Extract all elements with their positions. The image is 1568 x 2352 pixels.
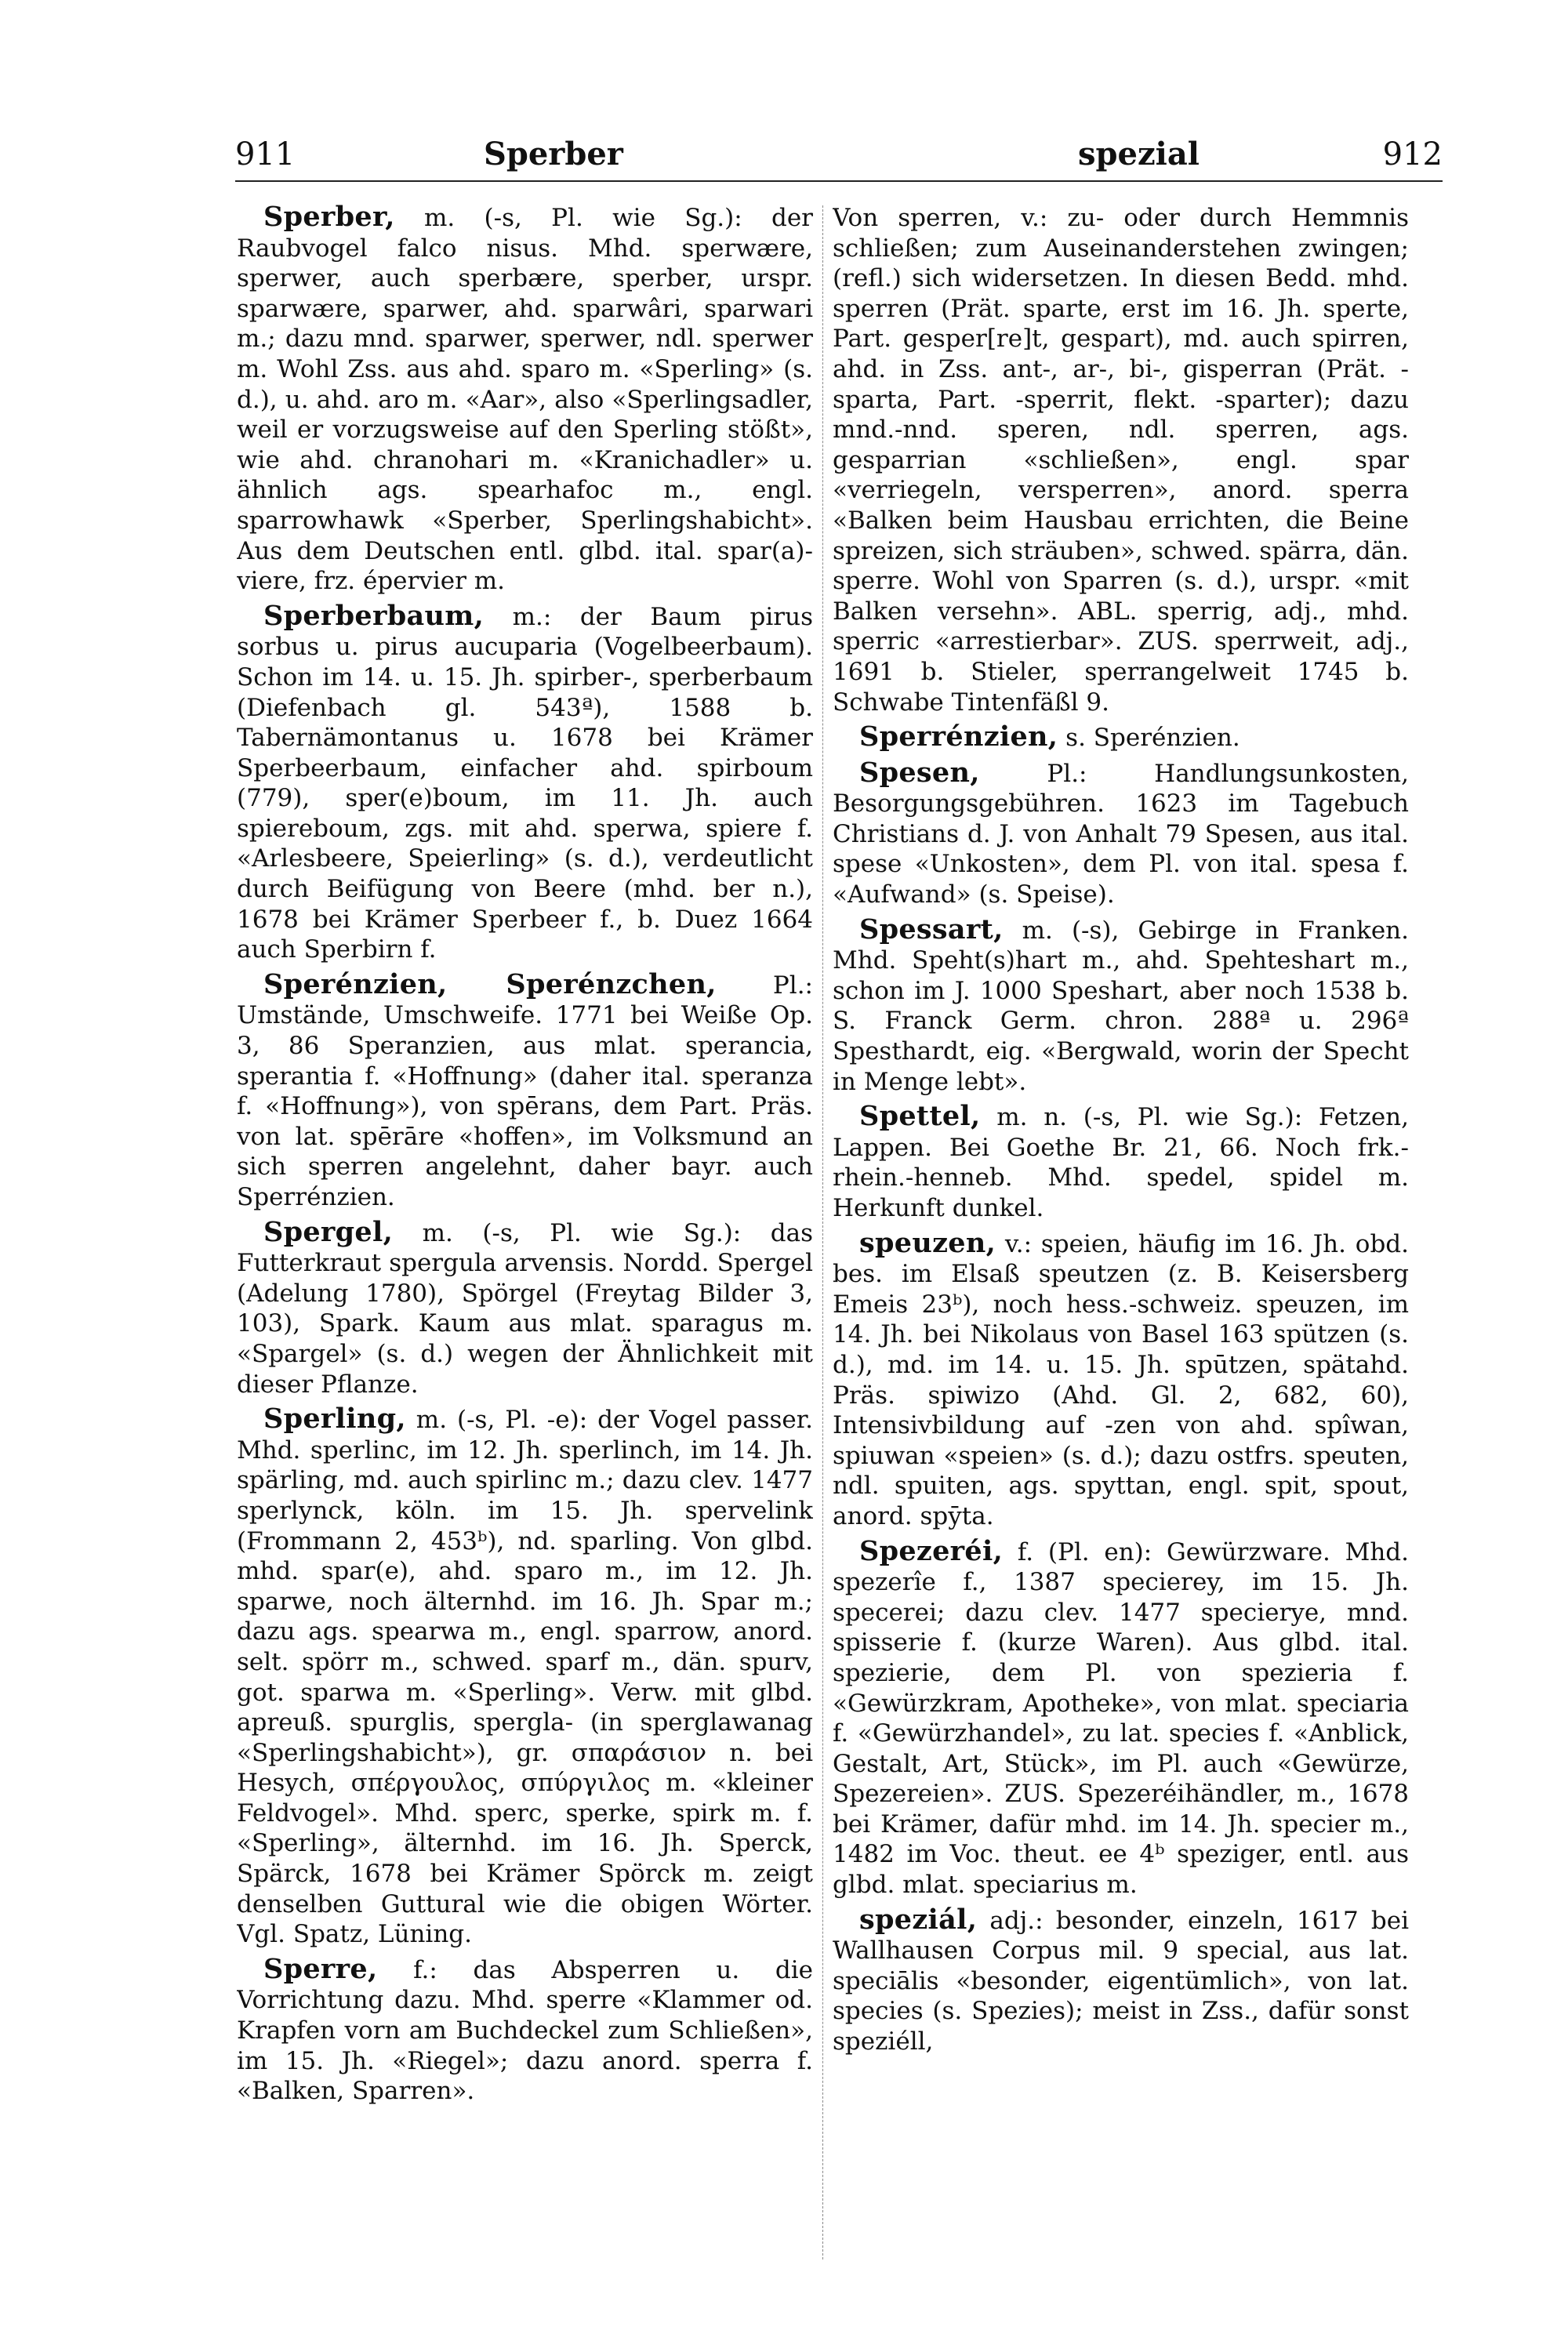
entry-text: m. (-s, Pl. wie Sg.): das Futterkraut spergula arvensis. Nordd. Spergel (Adelung 1780), Spörgel (Freytag Bilder 3, 103), Spark. Kaum aus mlat. sparagus m. «Spargel» (s. d.) wegen der Ähnlichkeit mit dieser Pflanze. [237, 1218, 813, 1399]
entry-lemma: Sperberbaum, [263, 599, 485, 632]
entry-text: Pl.: Umstände, Umschweife. 1771 bei Weiße Op. 3, 86 Speranzien, aus mlat. sperancia, sperantia f. «Hoffnung» (daher ital. speranza f. «Hoffnung»), von spērans, dem Part. Präs. von lat. spērāre «hoffen», im Volksmund an sich sperren angelehnt, daher bayr. auch Sperrénzien. [237, 971, 813, 1211]
entry-sperberbaum [237, 601, 813, 965]
header-rule [235, 180, 1443, 182]
entry-sperrenzien [833, 722, 1409, 753]
entry-spettel [833, 1102, 1409, 1223]
entry-text: m. (-s), Gebirge in Franken. Mhd. Speht(s)hart m., ahd. Spehteshart m., schon im J. 1000 Speshart, aber noch 1538 b. S. Franck Germ. chron. 288ª u. 296ª Spesthardt, eig. «Bergwald, worin der Specht in Menge lebt». [833, 916, 1409, 1096]
entry-sperenzien [237, 967, 813, 1213]
entry-text: f.: das Absperren u. die Vorrichtung dazu. Mhd. sperre «Klammer od. Krapfen vorn am Buchdeckel zum Schließen», im 15. Jh. «Riegel»; dazu anord. sperra f. «Balken, Sparren». [237, 1955, 813, 2106]
entry-text: m.: der Baum pirus sorbus u. pirus aucuparia (Vogelbeerbaum). Schon im 14. u. 15. Jh. spirber-, sperberbaum (Diefenbach gl. 543ª), 1588 b. Tabernämontanus u. 1678 bei Krämer Sperbeerbaum, einfacher ahd. spirboum (779), sper(e)boum, im 11. Jh. auch spiereboum, zgs. mit ahd. sperwa, spiere f. «Arlesbeere, Speierling» (s. d.), verdeutlicht durch Beifügung von Beere (mhd. ber n.), 1678 bei Krämer Sperbeer f., b. Duez 1664 auch Sperbirn f. [237, 602, 813, 964]
header-keyword-left: Sperber [484, 136, 623, 172]
header-keyword-right: spezial [1078, 136, 1200, 172]
column-divider [822, 205, 823, 2259]
entry-text: s. Sperénzien. [1065, 724, 1240, 753]
entry-spesen [833, 758, 1409, 910]
entry-lemma: Spessart, [859, 913, 1004, 946]
entry-text: m. (-s, Pl. wie Sg.): der Raubvogel falco nisus. Mhd. sperwære, sperwer, auch sperbære, sperber, urspr. sparwære, sparwer, ahd. sparwâri, sparwari m.; dazu mnd. sparwer, sperwer, ndl. sperwer m. Wohl Zss. aus ahd. sparo m. «Sperling» (s. d.), u. ahd. aro m. «Aar», also «Sperlingsadler, weil er vorzugsweise auf den Sperling stößt», wie ahd. chranohari m. «Kranichadler» u. ähnlich ags. spearhafoc m., engl. sparrowhawk «Sperber, Sperlingshabicht». Aus dem Deutschen entl. glbd. ital. spar(a)-viere, frz. épervier m. [237, 204, 813, 596]
entry-lemma: Sperling, [263, 1403, 406, 1436]
entry-speuzen [833, 1226, 1409, 1532]
entry-lemma: speziál, [859, 1903, 978, 1936]
entry-spergel [237, 1215, 813, 1400]
entry-text: v.: speien, häufig im 16. Jh. obd. bes. im Elsaß speutzen (z. B. Keisersberg Emeis 23ᵇ), noch hess.-schweiz. speuzen, im 14. Jh. bei Nikolaus von Basel 163 spützen (s. d.), md. im 14. u. 15. Jh. spūtzen, spätahd. Präs. spiwizo (Ahd. Gl. 2, 682, 60), Intensivbildung auf -zen von ahd. spîwan, spiuwan «speien» (s. d.); dazu ostfrs. speuten, ndl. spuiten, ags. spyttan, engl. spit, spout, anord. spȳta. [833, 1229, 1409, 1530]
running-header [235, 135, 1443, 190]
left-column [237, 202, 813, 2256]
entry-text: f. (Pl. en): Gewürzware. Mhd. spezerîe f., 1387 specierey, im 15. Jh. specerei; dazu clev. 1477 specierye, mnd. spisserie f. (kurze Waren). Aus glbd. ital. spezierie, dem Pl. von spezieria f. «Gewürzkram, Apotheke», von mlat. speciaria f. «Gewürzhandel», zu lat. species f. «Anblick, Gestalt, Art, Stück», im Pl. auch «Gewürze, Spezereien». ZUS. Spezeréihändler, m., 1678 bei Krämer, dafür mhd. im 14. Jh. specier m., 1482 im Voc. theut. ee 4ᵇ speziger, entl. aus glbd. mlat. speciarius m. [833, 1537, 1409, 1900]
right-column [833, 202, 1409, 2256]
entry-lemma: Sperre, [263, 1952, 378, 1985]
entry-text: m. (-s, Pl. -e): der Vogel passer. Mhd. sperlinc, im 12. Jh. sperlinch, im 14. Jh. spärling, md. auch spirlinc m.; dazu clev. 1477 sperlynck, köln. im 15. Jh. spervelink (Frommann 2, 453ᵇ), nd. sparling. Von glbd. mhd. spar(e), ahd. sparo m., im 12. Jh. sparwe, noch älternhd. im 16. Jh. Spar m.; dazu ags. spearwa m., engl. sparrow, anord. selt. spörr m., schwed. sparf m., dän. spurv, got. sparwa m. «Sperling». Verw. mit glbd. apreuß. spurglis, spergla- (in sperglawanag «Sperlingshabicht»), gr. σπαράσιον n. bei Hesych, σπέργουλος, σπύργιλος m. «kleiner Feldvogel». Mhd. sperc, sperke, spirk m. f. «Sperling», älternhd. im 16. Jh. Sperck, Spärck, 1678 bei Krämer Spörck m. zeigt denselben Guttural wie die obigen Wörter. Vgl. Spatz, Lüning. [237, 1406, 813, 1949]
entry-spezial [833, 1905, 1409, 2057]
entry-lemma: Sperénzien, Sperénzchen, [263, 967, 717, 1000]
entry-lemma: Sperber, [263, 202, 395, 233]
entry-spezerei [833, 1534, 1409, 1900]
entry-lemma: Spergel, [263, 1215, 394, 1248]
entry-text: adj.: besonder, einzeln, 1617 bei Wallhausen Corpus mil. 9 special, aus lat. speciālis «besonder, eigentümlich», von lat. species (s. Spezies); meist in Zss., dafür sonst speziéll, [833, 1906, 1409, 2056]
entry-lemma: Sperrénzien, [859, 720, 1058, 753]
entry-spessart [833, 915, 1409, 1098]
entry-text: Von sperren, v.: zu- oder durch Hemmnis schließen; zum Auseinanderstehen zwingen; (refl.) sich widersetzen. In diesen Bedd. mhd. sperren (Prät. sparte, erst im 16. Jh. sperte, Part. gesper[re]t, gespart), md. auch spirren, ahd. in Zss. ant-, ar-, bi-, gisperran (Prät. -sparta, Part. -sperrit, flekt. -sparter); dazu mnd.-nnd. speren, ndl. sperren, ags. gesparrian «schließen», engl. spar «verriegeln, versperren», anord. sperra «Balken beim Hausbau errichten, die Beine spreizen, sich sträuben», schwed. spärra, dän. sperre. Wohl von Sparren (s. d.), urspr. «mit Balken versehn». ABL. sperrig, adj., mhd. sperric «arrestierbar». ZUS. sperrweit, adj., 1691 b. Stieler, sperrangelweit 1745 b. Schwabe Tintenfäßl 9. [833, 204, 1409, 717]
page-number-left: 911 [235, 136, 296, 172]
entry-lemma: Spezeréi, [859, 1534, 1004, 1567]
entry-lemma: speuzen, [859, 1226, 996, 1259]
entry-text: Pl.: Handlungsunkosten, Besorgungsgebühren. 1623 im Tagebuch Christians d. J. von Anhalt 79 Spesen, aus ital. spese «Unkosten», dem Pl. von ital. spesa f. «Aufwand» (s. Speise). [833, 759, 1409, 909]
entry-sperling [237, 1404, 813, 1950]
entry-sperre [237, 1952, 813, 2107]
entry-lemma: Spesen, [859, 756, 980, 789]
entry-text: m. n. (-s, Pl. wie Sg.): Fetzen, Lappen. Bei Goethe Br. 21, 66. Noch frk.-rhein.-henneb. Mhd. spedel, spidel m. Herkunft dunkel. [833, 1103, 1409, 1222]
entry-lemma: Spettel, [859, 1100, 981, 1133]
entry-sperre-continued [833, 202, 1409, 717]
entry-sperber [237, 202, 813, 597]
page-number-right: 912 [1382, 136, 1443, 172]
